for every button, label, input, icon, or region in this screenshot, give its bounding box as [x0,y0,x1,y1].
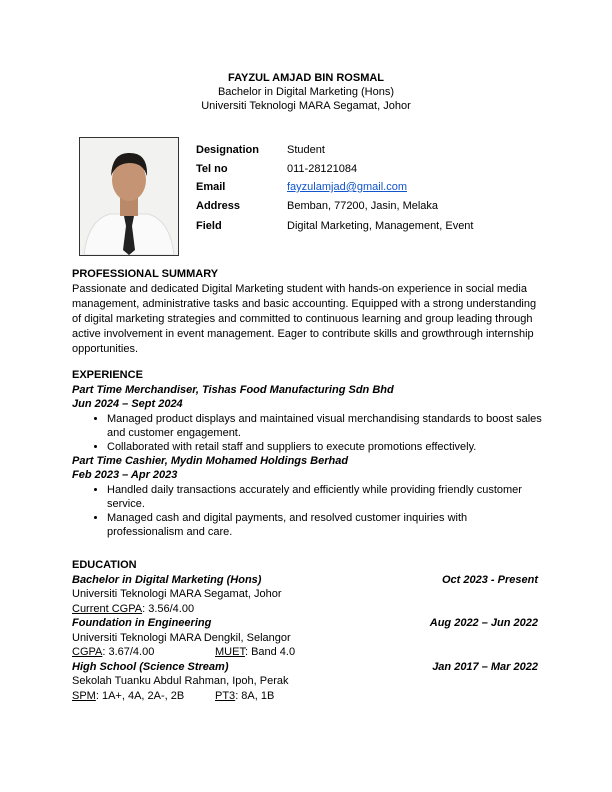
bullet: • Handled daily transactions accurately and efficiently while providing friendly customer service. [107,483,542,511]
degree: Bachelor in Digital Marketing (Hons) [217,86,395,98]
edu-title: Bachelor in Digital Marketing (Hons) [72,573,262,586]
info-value: Bemban, 77200, Jasin, Melaka [287,200,439,212]
bullet: • Collaborated with retail staff and suppliers to execute promotions effectively. [107,440,542,454]
info-row-field [196,220,556,234]
job-bullets [72,412,542,454]
edu-school: Sekolah Tuanku Abdul Rahman, Ipoh, Perak [72,675,289,687]
info-label: Tel no [196,163,228,175]
grade-value: : 3.67/4.00 [102,646,155,658]
edu-entry-title [72,660,542,675]
info-value: Student [287,144,325,156]
edu-grades [72,602,542,617]
section-heading: EXPERIENCE [72,369,143,381]
grade-label: PT3 [215,689,236,702]
section-heading: PROFESSIONAL SUMMARY [72,268,219,280]
edu-school: Universiti Teknologi MARA Segamat, Johor [72,588,282,600]
info-row-address [196,200,556,214]
info-row-designation [196,144,556,158]
info-label: Field [196,220,222,232]
info-row-tel [196,163,556,177]
candidate-name: FAYZUL AMJAD BIN ROSMAL [227,72,385,84]
edu-title: High School (Science Stream) [72,660,229,673]
edu-dates: Jan 2017 – Mar 2022 [432,660,538,673]
edu-entry-title [72,616,542,631]
profile-photo [79,137,179,256]
bullet: • Managed cash and digital payments, and resolved customer inquiries with professionalism and care. [107,511,542,539]
email-link[interactable]: fayzulamjad@gmail.com [287,181,407,193]
grade-value: : 1A+, 4A, 2A-, 2B [95,689,185,702]
info-row-email [196,181,556,195]
grade-label: Current CGPA [72,602,143,615]
edu-grades [72,689,542,704]
edu-school: Universiti Teknologi MARA Dengkil, Selangor [72,631,291,644]
edu-dates: Oct 2023 - Present [442,573,538,586]
info-label: Designation [196,144,259,156]
grade-value: : Band 4.0 [244,646,296,658]
grade-value: : 3.56/4.00 [142,602,195,615]
edu-grades [72,645,542,660]
education-section [72,558,542,703]
job-dates: Jun 2024 – Sept 2024 [72,398,183,410]
grade-label: MUET [215,646,245,658]
info-value: Digital Marketing, Management, Event [287,220,474,232]
job-title: Part Time Cashier, Mydin Mohamed Holdings Berhad [72,454,349,467]
bullet: • Managed product displays and maintained visual merchandising standards to boost sales and customer engagement. [107,412,542,440]
job-title: Part Time Merchandiser, Tishas Food Manufacturing Sdn Bhd [72,383,394,396]
info-value: 011-28121084 [287,163,358,175]
experience-section [72,368,542,539]
job-dates: Feb 2023 – Apr 2023 [72,469,178,481]
info-label: Email [196,181,226,193]
grade-value: : 8A, 1B [235,689,275,702]
grade-label: SPM [72,689,96,702]
info-label: Address [196,200,241,212]
section-heading: EDUCATION [72,559,137,571]
professional-summary [72,267,542,357]
university: Universiti Teknologi MARA Segamat, Johor [201,100,411,112]
edu-dates: Aug 2022 – Jun 2022 [429,617,538,629]
edu-title: Foundation in Engineering [72,617,212,629]
job-bullets [72,483,542,539]
edu-entry-title [72,573,542,588]
summary-text: Passionate and dedicated Digital Marketing student with hands-on experience in social media management, administrative tasks and basic accounting. Equipped with a strong understanding of digital marketing strategies and committed to continuous learning and group leading through active involvement in event management. Eager to contribute skills and growthrough internship opportunities. [72,283,537,355]
grade-label: CGPA [72,646,103,658]
